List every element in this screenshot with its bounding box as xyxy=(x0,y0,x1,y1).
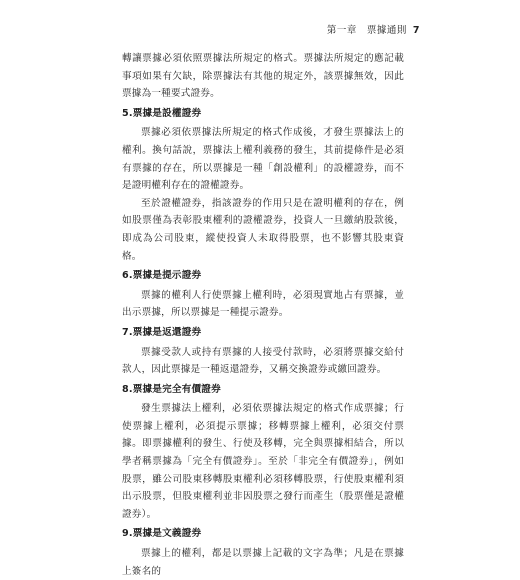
paragraph-return-instrument: 票據受款人或持有票據的人接受付款時，必須將票據交給付款人，因此票據是一種返還證券，又稱交換證券或繳回證券。 xyxy=(122,346,404,376)
paragraph-complete-valuable-instrument: 發生票據法上權利，必須依票據法規定的格式作成票據；行使票據上權利，必須提示票據；移轉票據上權利，必須交付票據。即票據權利的發生、行使及移轉，完全與票據相結合，所以學者稱票據為「完全有價證券」。至於「非完全有價證券」，例如股票，雖公司股東移轉股東權利必須移轉股票，行使股東權利須出示股票，但股東權利並非因股票之發行而產生（股票僅是證權證券）。 xyxy=(122,403,404,520)
body-text xyxy=(122,50,404,580)
heading-presentment-instrument: 6.票據是提示證券 xyxy=(122,270,202,282)
paragraph-constitutive-instrument: 票據必須依票據法所規定的格式作成後，才發生票據法上的權利。換句話說，票據法上權利義務的發生，其前提條件是必須有票據的存在，所以票據是一種「創設權利」的設權證券，而不是證明權利存在的證權證券。 xyxy=(122,127,404,192)
heading-return-instrument: 7.票據是返還證券 xyxy=(122,326,202,338)
heading-literal-instrument: 9.票據是文義證券 xyxy=(122,528,202,540)
running-header xyxy=(327,22,420,36)
heading-constitutive-instrument: 5.票據是設權證券 xyxy=(122,107,202,119)
heading-complete-valuable-instrument: 8.票據是完全有價證券 xyxy=(122,383,221,395)
paragraph-formal-requirements: 轉讓票據必須依照票據法所規定的格式。票據法所規定的應記載事項如果有欠缺，除票據法有其他的規定外，該票據無效，因此票據為一種要式證券。 xyxy=(122,53,404,100)
paragraph-evidentiary-instrument: 至於證權證券，指該證券的作用只是在證明權利的存在，例如股票僅為表彰股東權利的證權證券，投資人一旦繳納股款後，即成為公司股東，縱使投資人未取得股票，也不影響其股東資格。 xyxy=(122,197,404,262)
paragraph-presentment-instrument: 票據的權利人行使票據上權利時，必須現實地占有票據，並出示票據，所以票據是一種提示證券。 xyxy=(122,289,404,319)
page-number: 7 xyxy=(412,25,420,36)
paragraph-literal-instrument: 票據上的權利，都是以票據上記載的文字為準；凡是在票據上簽名的 xyxy=(122,548,404,577)
chapter-title: 第一章 票據通則 xyxy=(326,25,407,36)
